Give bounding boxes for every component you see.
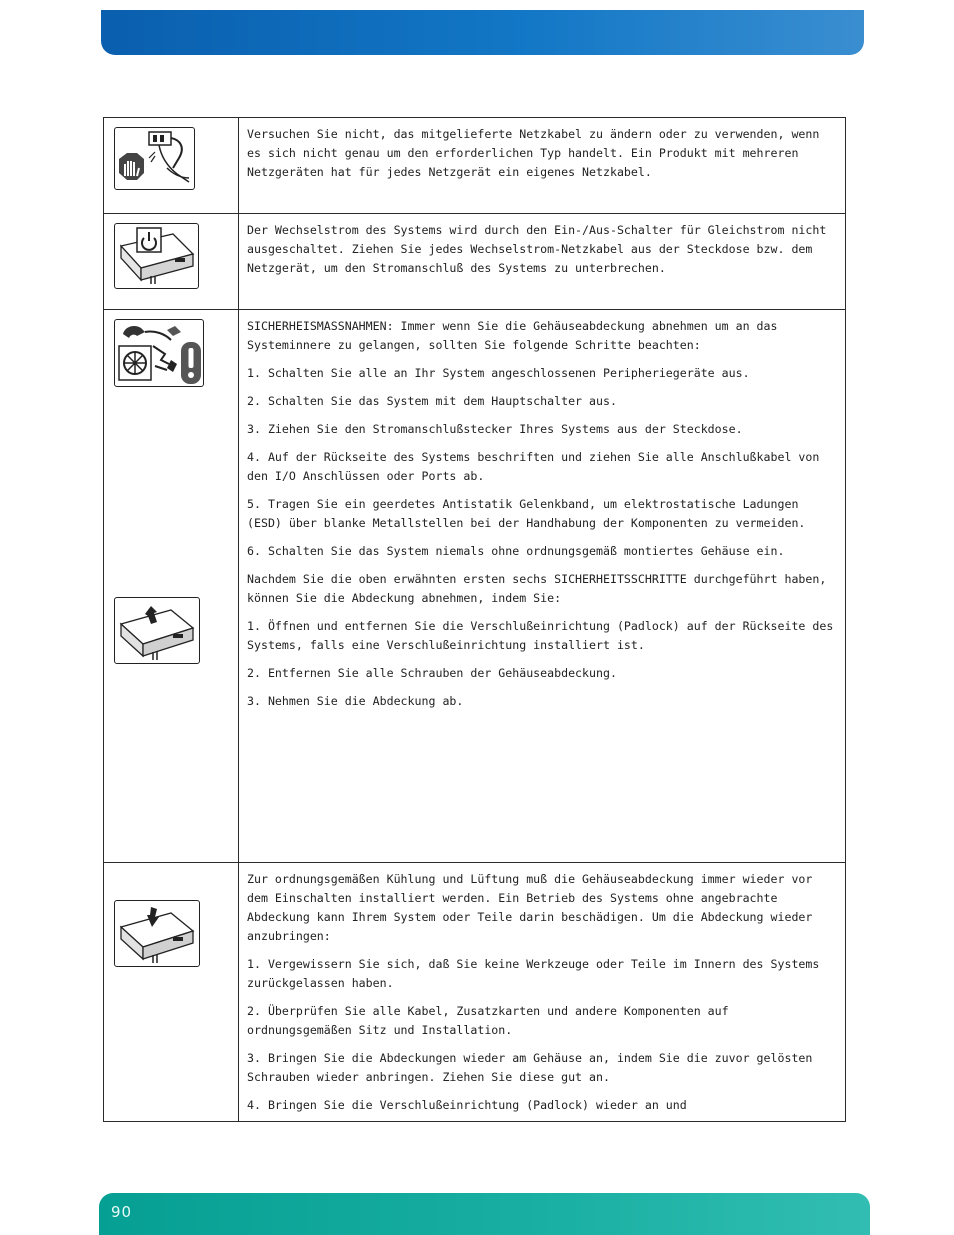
paragraph: Der Wechselstrom des Systems wird durch den Ein-/Aus-Schalter für Gleichstrom nicht ausgeschaltet. Ziehen Sie jedes Wechselstrom-Netzkabel aus der Steckdose bzw. dem Netzgerät, um den Stromanschluß des Systems zu unterbrechen. xyxy=(247,223,827,275)
safety-text xyxy=(239,863,846,1122)
paragraph: 3. Ziehen Sie den Stromanschlußstecker Ihres Systems aus der Steckdose. xyxy=(247,422,743,436)
safety-text xyxy=(239,310,846,863)
paragraph: 4. Bringen Sie die Verschlußeinrichtung (Padlock) wieder an und xyxy=(247,1098,687,1112)
header-banner xyxy=(101,10,864,55)
icon-cell xyxy=(104,863,239,1122)
power-switch-icon xyxy=(114,223,199,289)
no-modify-power-cord-icon xyxy=(114,127,195,190)
paragraph: 1. Schalten Sie alle an Ihr System angeschlossenen Peripheriegeräte aus. xyxy=(247,366,750,380)
safety-row-power-cord xyxy=(104,118,846,214)
paragraph: Versuchen Sie nicht, das mitgelieferte Netzkabel zu ändern oder zu verwenden, wenn es sich nicht genau um den erforderlichen Typ handelt. Ein Produkt mit mehreren Netzgeräten hat für jedes Netzgerät ein eigenes Netzkabel. xyxy=(247,127,820,179)
paragraph: 3. Bringen Sie die Abdeckungen wieder am Gehäuse an, indem Sie die zuvor gelösten Schrauben wieder anbringen. Ziehen Sie diese gut an. xyxy=(247,1051,813,1084)
paragraph: 3. Nehmen Sie die Abdeckung ab. xyxy=(247,694,464,708)
footer-bar xyxy=(99,1193,870,1235)
paragraph: 6. Schalten Sie das System niemals ohne ordnungsgemäß montiertes Gehäuse ein. xyxy=(247,544,785,558)
paragraph: 2. Schalten Sie das System mit dem Hauptschalter aus. xyxy=(247,394,617,408)
safety-row-power-switch xyxy=(104,214,846,310)
safety-row-install-cover xyxy=(104,863,846,1122)
safety-text xyxy=(239,214,846,310)
safety-table xyxy=(103,117,846,1122)
safety-text xyxy=(239,118,846,214)
icon-cell xyxy=(104,214,239,310)
page-number: 90 xyxy=(111,1203,133,1221)
icon-cell xyxy=(104,118,239,214)
paragraph: Nachdem Sie die oben erwähnten ersten sechs SICHERHEITSSCHRITTE durchgeführt haben, können Sie die Abdeckung abnehmen, indem Sie: xyxy=(247,572,827,605)
icon-cell xyxy=(104,310,239,863)
paragraph: 1. Vergewissern Sie sich, daß Sie keine Werkzeuge oder Teile im Innern des Systems zurückgelassen haben. xyxy=(247,957,820,990)
paragraph: 2. Entfernen Sie alle Schrauben der Gehäuseabdeckung. xyxy=(247,666,617,680)
paragraph: 5. Tragen Sie ein geerdetes Antistatik Gelenkband, um elektrostatische Ladungen (ESD) über blanke Metallstellen bei der Handhabung der Komponenten zu vermeiden. xyxy=(247,497,806,530)
paragraph: Zur ordnungsgemäßen Kühlung und Lüftung muß die Gehäuseabdeckung immer wieder vor dem Einschalten installiert werden. Ein Betrieb des Systems ohne angebrachte Abdeckung kann Ihrem System oder Teile darin beschädigen. Um die Abdeckung wieder anzubringen: xyxy=(247,872,813,943)
install-cover-icon xyxy=(114,900,200,967)
safety-row-precautions xyxy=(104,310,846,863)
paragraph: SICHERHEISMASSNAHMEN: Immer wenn Sie die Gehäuseabdeckung abnehmen um an das Systeminnere zu gelangen, sollten Sie folgende Schritte beachten: xyxy=(247,319,778,352)
paragraph: 4. Auf der Rückseite des Systems beschriften und ziehen Sie alle Anschlußkabel von den I/O Anschlüssen oder Ports ab. xyxy=(247,450,820,483)
paragraph: 1. Öffnen und entfernen Sie die Verschlußeinrichtung (Padlock) auf der Rückseite des Systems, falls eine Verschlußeinrichtung installiert ist. xyxy=(247,619,834,652)
hazard-warning-icon xyxy=(114,319,204,387)
remove-cover-icon xyxy=(114,597,200,664)
paragraph: 2. Überprüfen Sie alle Kabel, Zusatzkarten und andere Komponenten auf ordnungsgemäßen Sitz und Installation. xyxy=(247,1004,729,1037)
